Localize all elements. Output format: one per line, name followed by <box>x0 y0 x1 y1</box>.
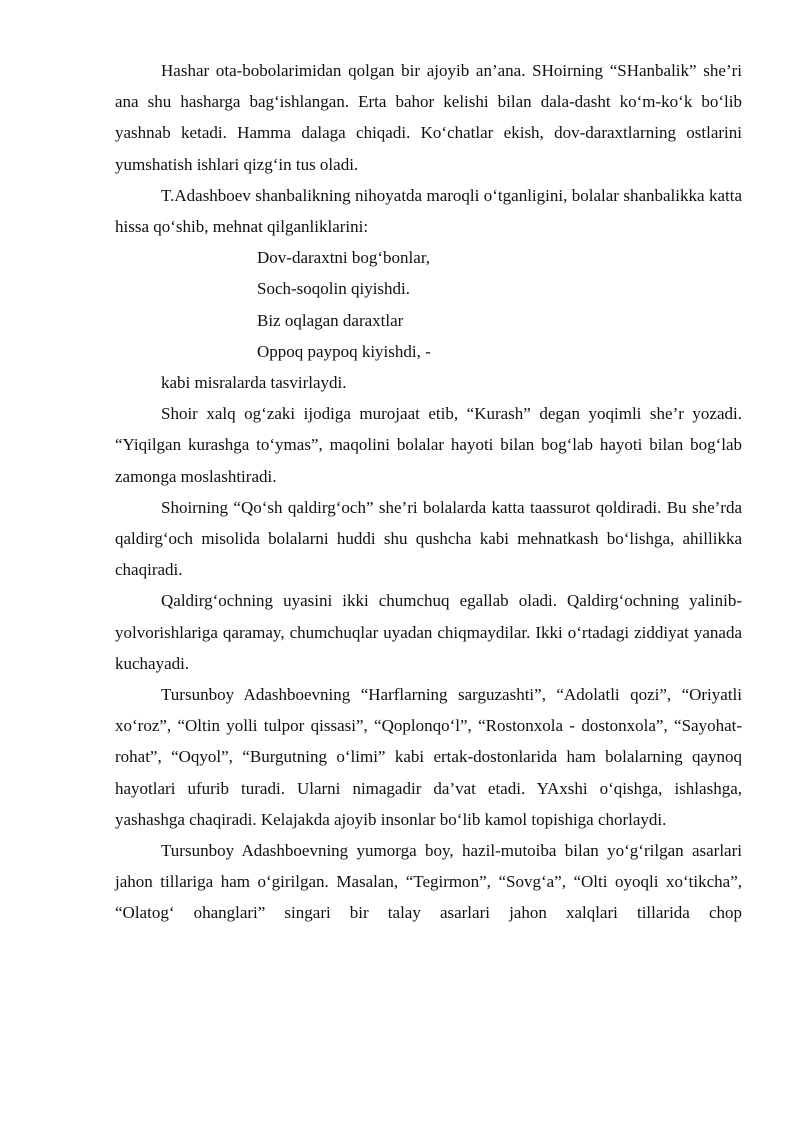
paragraph-verse-continuation: kabi misralarda tasvirlaydi. <box>161 373 347 393</box>
verse-line: Dov-daraxtni bog‘bonlar, <box>257 248 431 268</box>
paragraph-qaldirgoch-uyasi: Qaldirg‘ochning uyasini ikki chumchuq egallab oladi. Qaldirg‘ochning yalinib-yolvorishlariga qaramay, chumchuqlar uyadan chiqmaydilar. Ikki o‘rtadagi ziddiyat yanada kuchayadi. <box>115 591 742 673</box>
paragraph-yumor-asarlari: Tursunboy Adashboevning yumorga boy, hazil-mutoiba bilan yo‘g‘rilgan asarlari jahon tillariga ham o‘girilgan. Masalan, “Tegirmon”, “Sovg‘a”, “Olti oyoqli xo‘tikcha”, “Olatog‘ ohanglari” singari bir talay asarlari jahon xalqlari tillarida chop <box>115 841 742 923</box>
paragraph-kurash: Shoir xalq og‘zaki ijodiga murojaat etib, “Kurash” degan yoqimli she’r yozadi. “Yiqilgan kurashga to‘ymas”, maqolini bolalar hayoti bilan bog‘lab hayoti bilan bog‘lab zamonga moslashtiradi. <box>115 404 742 486</box>
verse-line: Soch-soqolin qiyishdi. <box>257 279 411 299</box>
paragraph-qosh-qaldirgoch: Shoirning “Qo‘sh qaldirg‘och” she’ri bolalarda katta taassurot qoldiradi. Bu she’rda qaldirg‘och misolida bolalarni huddi shu qushcha kabi mehnatkash bo‘lishga, ahillikka chaqiradi. <box>115 497 742 580</box>
paragraph-hashar: Hashar ota-bobolarimidan qolgan bir ajoyib an’ana. SHoirning “SHanbalik” she’ri ana shu hasharga bag‘ishlangan. Erta bahor kelishi bilan dala-dasht ko‘m-ko‘k bo‘lib yashnab ketadi. Hamma dalaga chiqadi. Ko‘chatlar ekish, dov-daraxtlarning ostlarini yumshatish ishlari qizg‘in tus oladi. <box>115 61 742 174</box>
document-page <box>115 55 742 929</box>
verse-line: Oppoq paypoq kiyishdi, - <box>257 341 431 361</box>
paragraph-adashboev-shanbalik: T.Adashboev shanbalikning nihoyatda maroqli o‘tganligini, bolalar shanbalikka katta hissa qo‘shib, mehnat qilganliklarini: <box>115 185 742 237</box>
verse-block <box>115 242 742 367</box>
paragraph-ertak-dostonlar: Tursunboy Adashboevning “Harflarning sarguzashti”, “Adolatli qozi”, “Oriyatli xo‘roz”, “Oltin yolli tulpor qissasi”, “Qoplonqo‘l”, “Rostonxola - dostonxola”, “Sayohat-rohat”, “Oqyol”, “Burgutning o‘limi” kabi ertak-dostonlarida ham bolalarning qaynoq hayotlari ufurib turadi. Ularni nimagadir da’vat etadi. YAxshi o‘qishga, ishlashga, yashashga chaqiradi. Kelajakda ajoyib insonlar bo‘lib kamol topishiga chorlaydi. <box>115 685 742 829</box>
verse-line: Biz oqlagan daraxtlar <box>257 310 404 330</box>
